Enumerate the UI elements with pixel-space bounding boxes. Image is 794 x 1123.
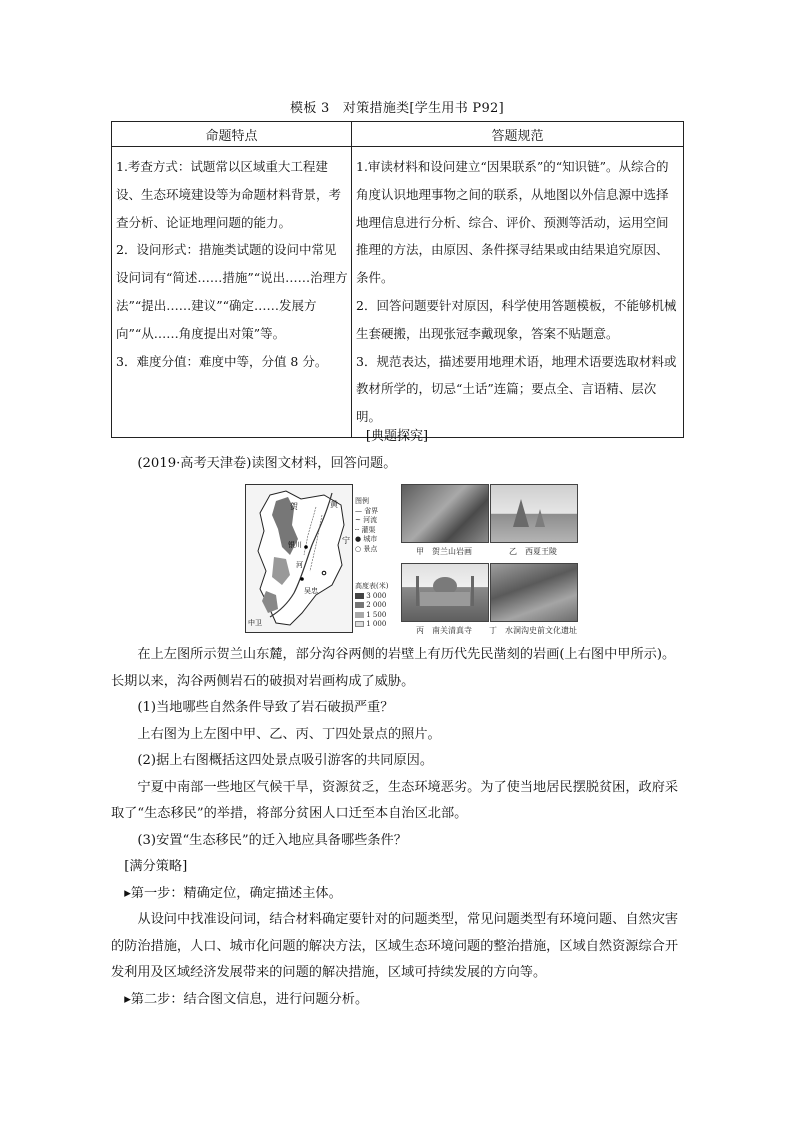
col1-item: 2．设问形式：措施类试题的设问中常见设问词有“简述……措施”“说出……治理方法”“提出……建议”“确定……发展方向”“从……角度提出对策”等。 xyxy=(116,242,348,341)
source-line: (2019·高考天津卷)读图文材料，回答问题。 xyxy=(137,456,397,471)
question-body xyxy=(111,642,684,1013)
col2-item: 1.审读材料和设问建立“因果联系”的“知识链”。从综合的角度认识地理事物之间的联系，从地图以外信息源中选择地理信息进行分析、综合、评价、预测等活动，运用空间推理的方法，由原因、条件探寻结果或由结果追究原因、条件。 xyxy=(356,159,669,286)
source-line-wrap xyxy=(111,451,684,478)
tomb-shapes xyxy=(491,485,577,542)
col1-header: 命题特点 xyxy=(112,122,352,147)
question-3: (3)安置“生态移民”的迁入地应具备哪些条件？ xyxy=(137,832,407,848)
material-para-2: 上右图为上左图中甲、乙、丙、丁四处景点的照片。 xyxy=(137,726,441,742)
legend-title: 图例 xyxy=(355,497,369,505)
photo-yi xyxy=(490,484,578,543)
map-svg xyxy=(246,485,352,632)
elev-item: 1 000 xyxy=(355,620,397,630)
elev-item: 2 000 xyxy=(355,601,397,611)
city-wuzhong xyxy=(300,577,304,581)
elev-title: 高度表(米) xyxy=(355,582,389,590)
legend-item: ┄ 灌渠 xyxy=(355,525,376,534)
label-he2: 河 xyxy=(296,561,303,569)
legend-item: — 省界 xyxy=(355,506,379,515)
material-para-3: 宁夏中南部一些地区气候干旱，资源贫乏，生态环境恶劣。为了使当地居民摆脱贫困，政府采取了“生态移民”的举措，将部分贫困人口迁至本自治区北部。 xyxy=(111,779,679,821)
label-ning: 宁 xyxy=(342,536,350,545)
map-legend xyxy=(355,497,397,630)
label-he: 贺 xyxy=(290,502,298,511)
col1-item: 3．难度分值：难度中等，分值 8 分。 xyxy=(116,353,328,369)
strategy-heading: [满分策略] xyxy=(124,859,188,874)
legend-item: ○ 景点 xyxy=(355,544,378,553)
col1-cell xyxy=(112,147,352,438)
section-heading: [典题探究] xyxy=(365,429,429,444)
mosque-shapes xyxy=(402,564,488,621)
label-huang: 黄 xyxy=(330,500,338,509)
col1-item: 1.考查方式：试题常以区域重大工程建设、生态环境建设等为命题材料背景，考查分析、论证地理问题的能力。 xyxy=(116,159,342,230)
caption-bing: 丙 南关清真寺 xyxy=(416,626,472,635)
elev-item: 1 500 xyxy=(355,611,397,621)
photo-jia xyxy=(401,484,489,543)
col2-item: 3．规范表达，描述要用地理术语，地理术语要选取材料或教材所学的，切忌“土话”连篇；要点全、言语精、层次明。 xyxy=(356,353,677,425)
photo-bing xyxy=(401,563,489,622)
label-zhongwei: 中卫 xyxy=(248,619,262,627)
label-yinchuan: 银川 xyxy=(288,541,302,549)
label-wuzhong: 吴忠 xyxy=(304,587,318,595)
col2-header: 答题规范 xyxy=(352,122,684,147)
material-para-1: 在上左图所示贺兰山东麓，部分沟谷两侧的岩壁上有历代先民凿刻的岩画(上右图中甲所示)。长期以来，沟谷两侧岩石的破损对岩画构成了威胁。 xyxy=(111,647,676,689)
map-figure xyxy=(245,484,353,633)
rules-table xyxy=(111,121,684,438)
strategy-para: 从设问中找准设问词，结合材料确定要针对的问题类型，常见问题类型有环境问题、自然灾害的防治措施，人口、城市化问题的解决方法，区域生态环境问题的整治措施，区域自然资源综合开发利用及区域经济发展带来的问题的解决措施，区域可持续发展的方向等。 xyxy=(111,912,679,980)
city-yinchuan xyxy=(304,545,308,549)
photo-ding xyxy=(490,563,578,622)
step-2: ▸第二步：结合图文信息，进行问题分析。 xyxy=(124,991,369,1007)
col2-cell xyxy=(352,147,684,438)
caption-yi: 乙 西夏王陵 xyxy=(509,547,557,556)
caption-jia: 甲 贺兰山岩画 xyxy=(416,547,472,556)
question-1: (1)当地哪些自然条件导致了岩石破损严重？ xyxy=(137,700,394,715)
legend-item: ~ 河流 xyxy=(355,516,378,524)
col2-item: 2．回答问题要针对原因，科学使用答题模板，不能够机械生套硬搬，出现张冠李戴现象，答案不贴题意。 xyxy=(356,297,677,341)
caption-ding: 丁 水洞沟史前文化遗址 xyxy=(489,626,577,635)
question-2: (2)据上右图概括这四处景点吸引游客的共同原因。 xyxy=(137,753,434,768)
step-1: ▸第一步：精确定位，确定描述主体。 xyxy=(124,885,342,901)
elev-item: 3 000 xyxy=(355,592,397,602)
legend-item: ● 城市 xyxy=(355,535,378,543)
page-title: 模板 3 对策措施类[学生用书 P92] xyxy=(290,101,504,116)
